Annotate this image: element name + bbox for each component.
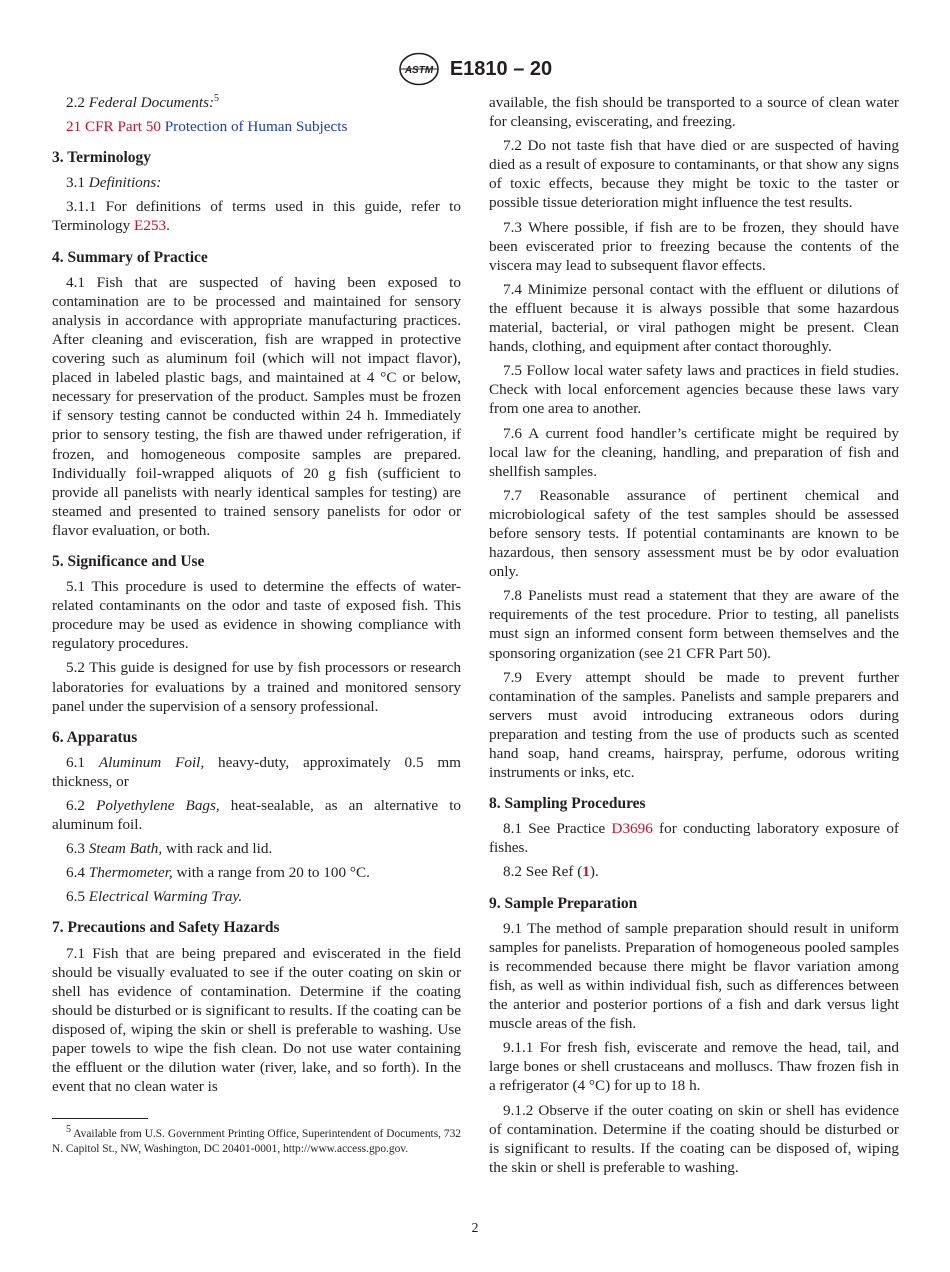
left-column	[52, 93, 461, 1156]
section-4-heading: 4. Summary of Practice	[52, 248, 208, 266]
section-7-1: 7.1 Fish that are being prepared and eviscerated in the field should be visually evaluated to see if the outer coating on skin or shell has evidence of contamination. Determine if the coating should be disturbed or is significant to results. If the coating can be disposed of, wiping the skin or shell is preferable to washing. Use paper towels to wipe the fish clean. Do not use water containing the effluent or the dilution water (river, lake, and so forth). In the event that no clean water is	[52, 944, 461, 1096]
section-5-heading: 5. Significance and Use	[52, 552, 205, 570]
section-9-1-1: 9.1.1 For fresh fish, eviscerate and remove the head, tail, and large bones or shell crustaceans and molluscs. Thaw frozen fish in a refrigerator (4 °C) for up to 18 h.	[489, 1039, 899, 1095]
section-4-1: 4.1 Fish that are suspected of having been exposed to contamination are to be processed and maintained for sensory analysis in accordance with appropriate manufacturing practices. After cleaning and evisceration, fish are wrapped in protective covering such as aluminum foil (which will not impact flavor), placed in labeled plastic bags, and maintained at 4 °C or below, necessary for preservation of the product. Samples must be frozen if sensory testing cannot be conducted within 24 h. Immediately prior to sensory testing, the fish are thawed under refrigeration, if frozen, and homogeneous composite samples are prepared. Individually foil-wrapped aliquots of 20 g fish (sufficient to provide all panelists with nearly identical samples for testing) are steamed and presented to trained sensory panelists for odor or flavor evaluation, or both.	[52, 273, 461, 539]
section-8-1: 8.1 See Practice D3696 for conducting laboratory exposure of fishes.	[489, 820, 899, 857]
d3696-link[interactable]: D3696	[611, 820, 653, 838]
section-7-2: 7.2 Do not taste fish that have died or are suspected of having died as a result of exposure to contaminants, or that show any signs of toxic effects, because they might be toxic to the taster or possible tissue deterioration might influence the test results.	[489, 137, 899, 212]
footnote: $^5$ Available from U.S. Government Printing Office, Superintendent of Documents, 732 N. Capitol St., NW, Washington, DC 20401-0001, http://www.access.gpo.gov.	[52, 1124, 461, 1155]
section-7-4: 7.4 Minimize personal contact with the effluent or dilutions of the effluent because it is always possible that some hazardous material, bacterial, or viral pathogen might be present. Clean hands, clothing, and equipment after contact thoroughly.	[489, 280, 899, 356]
section-7-9: 7.9 Every attempt should be made to prevent further contamination of the samples. Panelists and sample preparers and servers must avoid introducing extraneous odors during preparation and testing from the use of products such as scented hand soap, hand creams, hairspray, perfume, odorous writing instruments or inks, etc.	[489, 668, 899, 782]
section-7-1-continued: available, the fish should be transported to a source of clean water for cleansing, eviscerating, and freezing.	[489, 94, 899, 131]
section-2-2: 2.2 Federal Documents:$^5$	[66, 92, 220, 111]
section-8-2: 8.2 See Ref (1).	[503, 863, 599, 881]
section-7-8: 7.8 Panelists must read a statement that they are aware of the requirements of the test procedure. Prior to testing, all panelists must sign an informed consent form between themselves and the sponsoring organization (see 21 CFR Part 50).	[489, 587, 899, 662]
cfr-title-link[interactable]: Protection of Human Subjects	[164, 118, 348, 136]
astm-logo-text: ASTM	[404, 65, 433, 76]
section-6-4: 6.4 Thermometer, with a range from 20 to 100 °C.	[66, 864, 370, 882]
section-6-5: 6.5 Electrical Warming Tray.	[66, 888, 243, 906]
section-9-1-2: 9.1.2 Observe if the outer coating on skin or shell has evidence of contamination. Determine if the coating should be disturbed or is significant to results. If the coating can be disposed of, wiping the skin or shell is preferable to washing.	[489, 1101, 899, 1176]
section-9-1: 9.1 The method of sample preparation should result in uniform samples for panelists. Preparation of homogeneous pooled samples is recommended because there might be flavor variation among fish, as well as within individual fish, such as differences between the anterior and posterior portions of a fish and dark versus light muscle areas of the fish.	[489, 919, 899, 1033]
section-3-1-1: 3.1.1 For definitions of terms used in this guide, refer to Terminology E253.	[52, 198, 461, 235]
e253-link[interactable]: E253	[134, 217, 167, 235]
standard-designation: E1810 – 20	[449, 57, 553, 80]
section-5-1: 5.1 This procedure is used to determine the effects of water-related contaminants on the odor and taste of exposed fish. This procedure may be used as evidence in showing compliance with regulatory procedures.	[52, 578, 461, 653]
section-5-2: 5.2 This guide is designed for use by fish processors or research laboratories for evaluations by a trained and monitored sensory panel under the supervision of a sensory professional.	[52, 659, 461, 715]
section-8-heading: 8. Sampling Procedures	[489, 795, 646, 813]
footnote-ref[interactable]: 5	[214, 92, 220, 104]
astm-logo	[398, 52, 440, 86]
section-7-3: 7.3 Where possible, if fish are to be frozen, they should have been eviscerated prior to freezing because the contents of the viscera may lead to subsequent flavor effects.	[489, 218, 899, 274]
section-3-heading: 3. Terminology	[52, 149, 152, 167]
footnote-divider	[52, 1118, 148, 1119]
section-9-heading: 9. Sample Preparation	[489, 894, 638, 912]
right-column	[489, 93, 899, 1182]
section-6-3: 6.3 Steam Bath, with rack and lid.	[66, 840, 273, 858]
section-7-6: 7.6 A current food handler’s certificate might be required by local law for the cleaning, handling, and preparation of fish and shellfish samples.	[489, 424, 899, 480]
page-header	[0, 52, 950, 86]
section-6-2: 6.2 Polyethylene Bags, heat-sealable, as an alternative to aluminum foil.	[52, 797, 462, 834]
section-6-1: 6.1 Aluminum Foil, heavy-duty, approximately 0.5 mm thickness, or	[52, 753, 461, 790]
section-7-5: 7.5 Follow local water safety laws and practices in field studies. Check with local enforcement agencies because these laws vary from one area to another.	[489, 362, 899, 418]
section-6-heading: 6. Apparatus	[52, 728, 138, 746]
cfr-reference	[52, 117, 461, 136]
cfr-link[interactable]: 21 CFR Part 50	[66, 118, 161, 136]
page-number: 2	[471, 1221, 479, 1236]
section-7-7: 7.7 Reasonable assurance of pertinent chemical and microbiological safety of the test samples should be assessed before sensory tests. If potential contaminants are known to be hazardous, then sensory assessment must be by odor evaluation only.	[489, 486, 899, 581]
section-7-heading: 7. Precautions and Safety Hazards	[52, 919, 280, 937]
section-3-1: 3.1 Definitions:	[66, 174, 162, 192]
reference-1-link[interactable]: 1	[582, 863, 590, 881]
